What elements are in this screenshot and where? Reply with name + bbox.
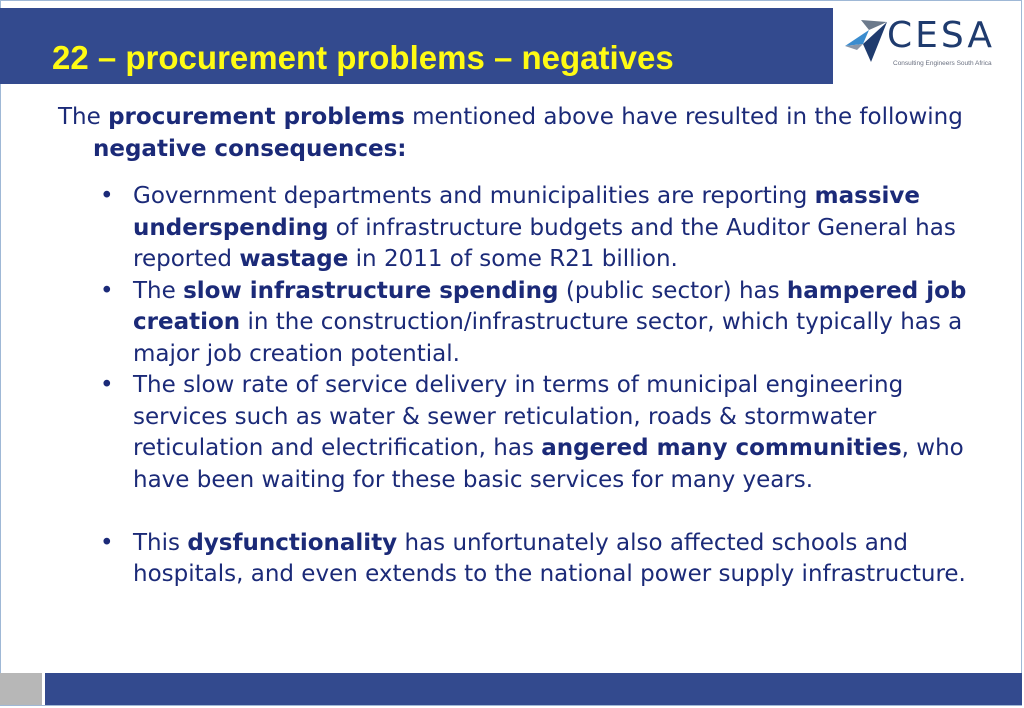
consequences-list (100, 181, 970, 591)
cesa-emblem-icon (841, 16, 891, 66)
intro-paragraph: The procurement problems mentioned above have resulted in the following negative consequences: (58, 104, 963, 162)
list-item: • The slow rate of service delivery in terms of municipal engineering services such as water & sewer reticulation, roads & stormwater reticulation and electrification, has angered many communities, who have been waiting for these basic services for many years. (100, 372, 964, 493)
slide-title: 22 – procurement problems – negatives (52, 39, 674, 76)
bullet-marker: • (100, 277, 114, 304)
footer-gray-block (0, 673, 42, 705)
logo-wordmark: CESA (887, 15, 996, 56)
footer-bar (45, 673, 1022, 705)
logo-subtitle: Consulting Engineers South Africa (893, 60, 992, 67)
list-item: • Government departments and municipalities are reporting massive underspending of infrastructure budgets and the Auditor General has reported wastage in 2011 of some R21 billion. (100, 183, 956, 272)
list-item: • This dysfunctionality has unfortunately also affected schools and hospitals, and even extends to the national power supply infrastructure. (100, 529, 966, 587)
bullet-marker: • (100, 372, 114, 398)
bullet-marker: • (100, 183, 114, 209)
cesa-logo (841, 12, 1013, 74)
list-item: • The slow infrastructure spending (public sector) has hampered job creation in the construction/infrastructure sector, which typically has a major job creation potential. (100, 277, 967, 367)
bullet-marker: • (100, 529, 114, 556)
